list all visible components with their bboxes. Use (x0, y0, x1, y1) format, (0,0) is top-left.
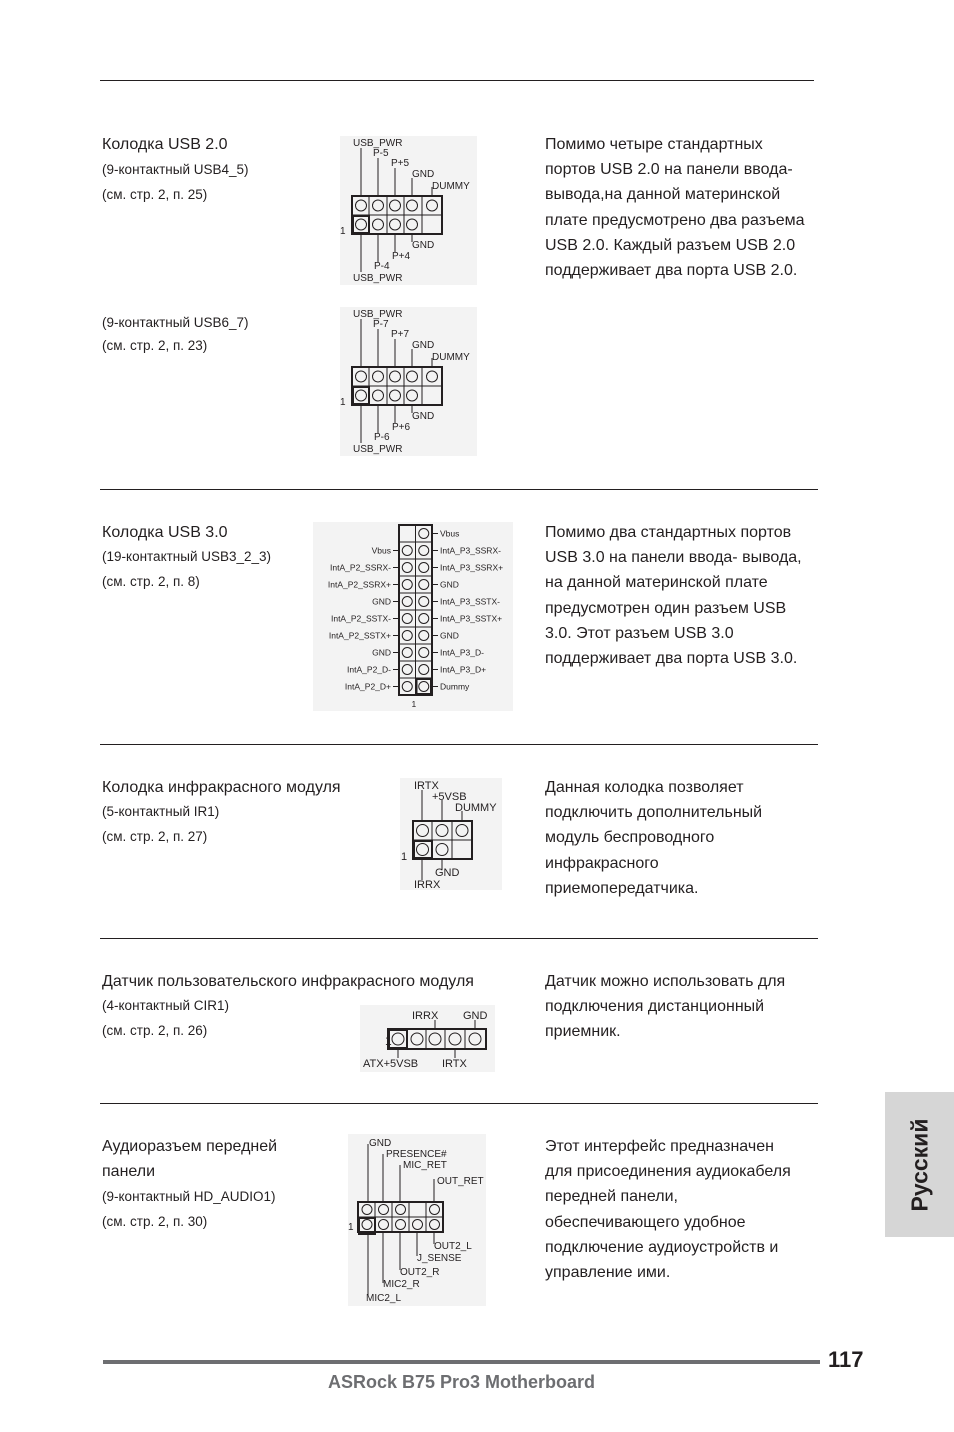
desc-line: инфракрасного (545, 854, 659, 872)
pin-label: USB_PWR (353, 309, 403, 320)
pin-label: IntA_P2_D+ (344, 681, 391, 692)
desc-line: Этот интерфейс предназначен (545, 1138, 774, 1155)
usb3-sub-ref: (см. стр. 2, п. 8) (102, 574, 200, 589)
desc-line: модуль беспроводного (545, 829, 715, 847)
desc-line: USB 2.0. Каждый разъем USB 2.0 (545, 236, 796, 254)
pin-label: GND (372, 596, 391, 607)
pin-label: OUT_RET (437, 1176, 484, 1187)
audio-sub-ref: (см. стр. 2, п. 30) (102, 1214, 208, 1229)
cir-description (545, 969, 830, 1045)
pin-label: DUMMY (432, 352, 470, 363)
desc-line: поддерживает два порта USB 3.0. (545, 650, 798, 668)
cir-sub-ref: (см. стр. 2, п. 26) (102, 1023, 208, 1038)
pin-label: GND (463, 1010, 488, 1022)
section-divider (100, 938, 818, 939)
desc-line: Помимо два стандартных портов (545, 524, 792, 541)
usb2-sub-ref2: (см. стр. 2, п. 23) (102, 338, 208, 353)
pin-label: GND (412, 240, 435, 251)
usb3-title: Колодка USB 3.0 (102, 524, 228, 541)
desc-line: плате предусмотрено два разъема (545, 211, 805, 229)
pin-label: IntA_P2_SSRX+ (327, 579, 391, 590)
cir-title: Датчик пользовательского инфракрасного модуля (102, 973, 474, 990)
pin-label: GND (412, 169, 435, 180)
pin-label: IntA_P2_SSTX- (330, 613, 391, 624)
pin-label: DUMMY (432, 181, 470, 192)
pin-label: MIC2_R (383, 1279, 420, 1290)
desc-line: обеспечивающего удобное (545, 1213, 746, 1231)
cir-pin1-marker: 1 (385, 1034, 392, 1048)
usb45-pinout-diagram (340, 136, 477, 285)
pin-label: USB_PWR (353, 138, 403, 149)
pin-label: ATX+5VSB (363, 1058, 419, 1070)
usb2-sub-usb67: (9-контактный USB6_7) (102, 315, 249, 330)
pin-label: IntA_P3_D- (440, 647, 484, 658)
pin1-marker: 1 (401, 851, 408, 863)
pin-label: IntA_P3_SSRX+ (440, 562, 504, 573)
pin-label: P-5 (373, 148, 389, 159)
desc-line: Датчик можно использовать для (545, 973, 786, 990)
pin-label: Vbus (440, 528, 460, 539)
pin-label: GND (435, 867, 460, 879)
ir-sub-ref: (см. стр. 2, п. 27) (102, 829, 208, 844)
language-label: Русский (906, 1118, 932, 1211)
audio-title-line1: Аудиоразъем передней (102, 1138, 278, 1155)
ir-sub-pins: (5-контактный IR1) (102, 804, 220, 819)
language-side-tab (885, 1092, 954, 1237)
pin-label: OUT2_L (434, 1241, 472, 1252)
desc-line: приемопередатчика. (545, 879, 699, 897)
cir-pinout-diagram (360, 1005, 495, 1072)
audio-title-line2: панели (102, 1163, 156, 1180)
pin-label: IntA_P3_SSRX- (440, 545, 501, 556)
top-rule (100, 80, 814, 81)
pin-label: IntA_P2_SSRX- (330, 562, 391, 573)
pin-label: PRESENCE# (386, 1149, 447, 1160)
desc-line: подключить дополнительный (545, 804, 763, 822)
desc-line: вывода,на данной материнской (545, 186, 781, 204)
desc-line: портов USB 2.0 на панели ввода- (545, 161, 793, 179)
desc-line: приемник. (545, 1023, 621, 1041)
pin-label: IntA_P3_SSTX- (440, 596, 501, 607)
pin-label: +5VSB (432, 791, 467, 803)
pin1-marker: 1 (411, 699, 417, 709)
usb3-description (545, 520, 830, 671)
pin-label: IRTX (442, 1058, 467, 1070)
pin-label: Dummy (440, 681, 470, 692)
pin-label: OUT2_R (400, 1267, 440, 1278)
usb2-sub-usb45: (9-контактный USB4_5) (102, 162, 249, 177)
pin-label: GND (412, 340, 435, 351)
desc-line: поддерживает два порта USB 2.0. (545, 262, 798, 280)
pin-label: GND (412, 411, 435, 422)
section-divider (100, 1103, 818, 1104)
usb2-description (545, 132, 830, 283)
desc-line: подключения дистанционный (545, 998, 765, 1016)
desc-line: 3.0. Этот разъем USB 3.0 (545, 624, 734, 642)
audio-pinout-diagram (348, 1134, 486, 1306)
pin-label: GND (369, 1138, 392, 1149)
desc-line: Помимо четыре стандартных (545, 136, 763, 153)
usb2-title: Колодка USB 2.0 (102, 136, 228, 153)
usb67-pinout-diagram (340, 307, 477, 456)
audio-sub-pins: (9-контактный HD_AUDIO1) (102, 1189, 276, 1204)
pin-label: IntA_P2_D- (347, 664, 391, 675)
ir-description (545, 775, 830, 901)
pin-label: IRRX (412, 1010, 439, 1022)
desc-line: для присоединения аудиокабеля (545, 1163, 791, 1181)
desc-line: предусмотрен один разъем USB (545, 599, 787, 617)
pin-label: IRRX (414, 879, 441, 890)
pin-label: IntA_P2_SSTX+ (328, 630, 391, 641)
audio-description (545, 1134, 830, 1285)
section-divider (100, 744, 818, 745)
ir-pinout-diagram (400, 778, 502, 890)
pin1-marker: 1 (348, 1222, 354, 1233)
footer-title: ASRock B75 Pro3 Motherboard (328, 1372, 596, 1392)
section-divider (100, 489, 818, 490)
desc-line: передней панели, (545, 1188, 678, 1206)
pin-label: USB_PWR (353, 273, 403, 284)
desc-line: управление ими. (545, 1264, 671, 1282)
pin-label: IntA_P3_SSTX+ (440, 613, 503, 624)
usb3-sub-pins: (19-контактный USB3_2_3) (102, 549, 272, 564)
pin-label: MIC2_L (366, 1293, 402, 1304)
pin-label: GND (440, 630, 459, 641)
cir-sub-pins: (4-контактный CIR1) (102, 998, 230, 1013)
desc-line: Данная колодка позволяет (545, 779, 744, 796)
pin-label: GND (372, 647, 391, 658)
desc-line: на данной материнской плате (545, 574, 768, 592)
pin-label: J_SENSE (417, 1253, 462, 1264)
pin1-marker: 1 (340, 397, 346, 408)
usb3-pinout-diagram (313, 522, 513, 711)
pin-label: P+6 (392, 422, 411, 433)
usb2-sub-ref1: (см. стр. 2, п. 25) (102, 187, 208, 202)
page-number: 117 (828, 1347, 864, 1372)
footer-bar (103, 1360, 820, 1364)
pin-label: P-4 (374, 261, 390, 272)
pin-label: P+7 (391, 329, 410, 340)
desc-line: USB 3.0 на панели ввода- вывода, (545, 549, 802, 567)
pin-label: Vbus (371, 545, 391, 556)
pin-label: P-7 (373, 319, 389, 330)
pin-label: IRTX (414, 780, 439, 792)
pin-label: GND (440, 579, 459, 590)
pin-label: P-6 (374, 432, 390, 443)
pin1-marker: 1 (340, 226, 346, 237)
desc-line: подключение аудиоустройств и (545, 1238, 779, 1256)
pin-label: P+5 (391, 158, 410, 169)
pin-label: P+4 (392, 251, 411, 262)
pin-label: IntA_P3_D+ (440, 664, 487, 675)
ir-title: Колодка инфракрасного модуля (102, 779, 341, 796)
pin-label: DUMMY (455, 802, 497, 814)
pin-label: MIC_RET (403, 1160, 447, 1171)
pin-label: USB_PWR (353, 444, 403, 455)
